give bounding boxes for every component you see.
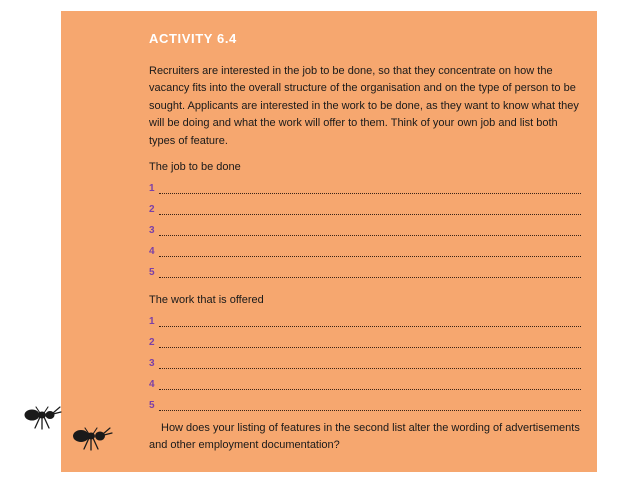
answer-line[interactable] <box>159 235 581 236</box>
list-item[interactable] <box>149 264 581 285</box>
list-item[interactable] <box>149 397 581 418</box>
answer-line[interactable] <box>159 214 581 215</box>
list-number: 3 <box>149 358 155 370</box>
answer-line[interactable] <box>159 410 581 411</box>
answer-line[interactable] <box>159 193 581 194</box>
list-number: 1 <box>149 183 155 195</box>
section-heading-work: The work that is offered <box>149 294 264 307</box>
list-number: 5 <box>149 267 155 279</box>
activity-content <box>149 31 581 454</box>
section-heading-job: The job to be done <box>149 161 241 174</box>
list-number: 3 <box>149 225 155 237</box>
answer-line[interactable] <box>159 368 581 369</box>
job-list <box>149 180 581 285</box>
list-number: 1 <box>149 316 155 328</box>
answer-line[interactable] <box>159 326 581 327</box>
list-item[interactable] <box>149 313 581 334</box>
reflection-question: How does your listing of features in the second list alter the wording of advertisements and other employment documentation? <box>149 422 580 452</box>
list-item[interactable] <box>149 222 581 243</box>
list-item[interactable] <box>149 180 581 201</box>
list-number: 2 <box>149 204 155 216</box>
activity-intro: Recruiters are interested in the job to be done, so that they concentrate on how the vacancy fits into the overall structure of the organisation and on the type of person to be sought. Applicants are interested in the work to be done, as they want to know what they will be doing and what the work will offer to them. Think of your own job and list both types of feature. <box>149 65 579 147</box>
list-number: 4 <box>149 379 155 391</box>
list-item[interactable] <box>149 355 581 376</box>
list-item[interactable] <box>149 201 581 222</box>
list-item[interactable] <box>149 376 581 397</box>
answer-line[interactable] <box>159 256 581 257</box>
activity-title: ACTIVITY 6.4 <box>149 31 237 46</box>
list-number: 4 <box>149 246 155 258</box>
list-number: 2 <box>149 337 155 349</box>
list-item[interactable] <box>149 334 581 355</box>
list-number: 5 <box>149 400 155 412</box>
work-list <box>149 313 581 418</box>
answer-line[interactable] <box>159 347 581 348</box>
list-item[interactable] <box>149 243 581 264</box>
answer-line[interactable] <box>159 277 581 278</box>
ant-icon <box>22 404 64 432</box>
answer-line[interactable] <box>159 389 581 390</box>
ant-icon <box>70 424 114 452</box>
activity-panel <box>61 11 597 472</box>
